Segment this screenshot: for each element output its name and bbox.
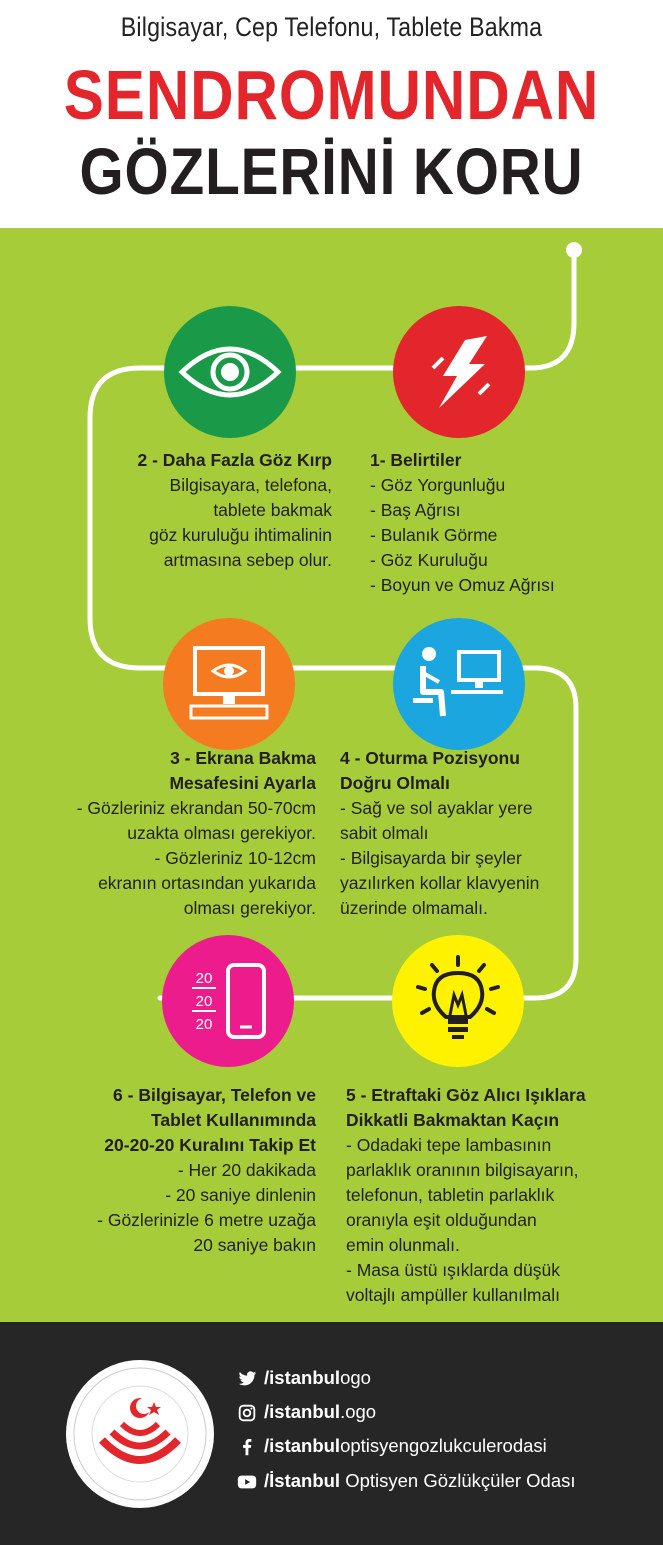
step4-text [340,746,640,921]
instagram-icon [236,1402,258,1424]
header-subtitle: Bilgisayar, Cep Telefonu, Tablete Bakma [120,12,543,42]
step2-circle [164,306,296,438]
step6-text [24,1083,316,1258]
step1-text [370,448,630,598]
step3-line: - Gözleriniz ekrandan 50-70cm [76,798,316,818]
step2-line: tablete bakmak [213,500,332,520]
social-instagram-bold: /istanbul [264,1401,341,1422]
computer-icon [163,618,295,750]
step1-line: - Göz Kuruluğu [370,550,488,570]
step6-title: 20-20-20 Kuralını Takip Et [104,1135,316,1155]
step1-circle [393,306,525,438]
twitter-icon [236,1368,258,1390]
step1-line: - Boyun ve Omuz Ağrısı [370,575,555,595]
social-youtube-rest: Optisyen Gözlükçüler Odası [340,1470,576,1491]
step6-title: 6 - Bilgisayar, Telefon ve [113,1085,316,1105]
step4-line: yazılırken kollar klavyenin [340,873,540,893]
step6-line: - Her 20 dakikada [177,1160,316,1180]
social-twitter-bold: /istanbul [264,1367,341,1388]
icon-text-20: 20 [195,993,213,1010]
icon-text-20: 20 [195,1016,213,1033]
step4-line: - Sağ ve sol ayaklar yere [340,798,533,818]
step3-title: Mesafesini Ayarla [169,773,316,793]
step5-title: 5 - Etraftaki Göz Alıcı Işıklara [346,1085,586,1105]
social-instagram-rest: .ogo [340,1401,377,1422]
sitting-person-icon [393,618,525,750]
social-twitter-rest: ogo [340,1367,371,1388]
step6-line: - Gözlerinizle 6 metre uzağa [97,1210,316,1230]
step1-line: - Göz Yorgunluğu [370,475,506,495]
main-panel [0,228,663,1322]
eye-icon [164,306,296,438]
step2-line: göz kuruluğu ihtimalinin [149,525,332,545]
step5-line: emin olunmalı. [346,1235,460,1255]
step6-line: 20 saniye bakın [193,1235,316,1255]
social-youtube-bold: /İstanbul [264,1470,341,1491]
step4-title: 4 - Oturma Pozisyonu [340,748,520,768]
step2-line: artmasına sebep olur. [163,550,332,570]
social-facebook-rest: optisyengozlukculerodasi [340,1435,547,1456]
step3-line: olması gerekiyor. [183,898,316,918]
step5-title: Dikkatli Bakmaktan Kaçın [346,1110,560,1130]
step2-text [60,448,332,573]
step3-line: ekranın ortasından yukarıda [98,873,316,893]
social-twitter[interactable] [236,1363,371,1393]
step5-line: oranıyla eşit olduğundan [346,1210,537,1230]
step3-text [24,746,316,921]
step6-circle [162,935,294,1067]
youtube-icon [236,1471,258,1493]
light-bulb-icon [392,935,524,1067]
step5-line: voltajlı ampüller kullanılmalı [346,1285,560,1305]
step5-circle [392,935,524,1067]
step2-title: 2 - Daha Fazla Göz Kırp [137,450,332,470]
step4-title: Doğru Olmalı [340,773,450,793]
step4-line: sabit olmalı [340,823,429,843]
header [0,0,663,228]
step4-line: - Bilgisayarda bir şeyler [340,848,522,868]
step1-line: - Bulanık Görme [370,525,498,545]
phone-icon [162,935,294,1067]
step6-title: Tablet Kullanımında [151,1110,316,1130]
step1-title: 1- Belirtiler [370,450,462,470]
step2-line: Bilgisayara, telefona, [169,475,332,495]
step4-line: üzerinde olmamalı. [340,898,488,918]
social-youtube[interactable] [236,1466,576,1496]
social-facebook-bold: /istanbul [264,1435,341,1456]
header-title-line1: SENDROMUNDAN [63,56,600,134]
social-facebook[interactable] [236,1431,547,1461]
lightning-icon [393,306,525,438]
timeline-start-dot [566,242,582,258]
step4-circle [393,618,525,750]
icon-text-20: 20 [195,970,213,987]
step5-line: - Odadaki tepe lambasının [346,1135,552,1155]
step5-line: telefonun, tabletin parlaklık [346,1185,555,1205]
step3-line: - Gözleriniz 10-12cm [154,848,316,868]
step5-text [346,1083,656,1308]
step6-line: - 20 saniye dinlenin [165,1185,316,1205]
footer [0,1322,663,1545]
logo-seal-icon [66,1360,214,1508]
header-title-line2: GÖZLERİNİ KORU [79,134,584,208]
facebook-icon [236,1436,258,1458]
step5-line: - Masa üstü ışıklarda düşük [346,1260,560,1280]
step3-title: 3 - Ekrana Bakma [170,748,316,768]
step5-line: parlaklık oranının bilgisayarın, [346,1160,579,1180]
step3-circle [163,618,295,750]
step1-line: - Baş Ağrısı [370,500,461,520]
social-instagram[interactable] [236,1397,376,1427]
organization-logo [66,1360,214,1508]
step3-line: uzakta olması gerekiyor. [127,823,316,843]
